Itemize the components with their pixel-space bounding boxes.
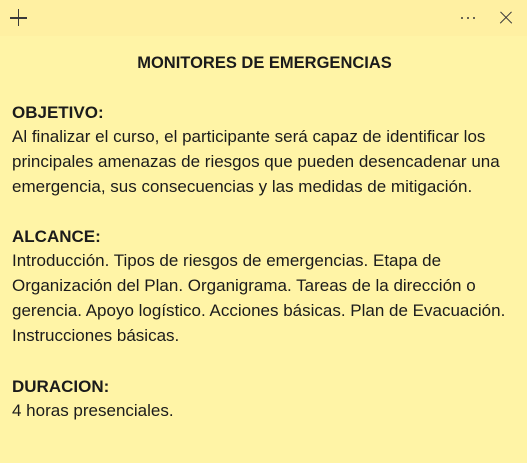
section-heading: DURACION: [12, 376, 110, 396]
section-duracion [12, 375, 517, 424]
section-heading: OBJETIVO: [12, 103, 104, 122]
add-note-button[interactable] [0, 0, 36, 36]
more-options-button[interactable] [450, 0, 486, 36]
section-body: 4 horas presenciales. [12, 400, 174, 420]
note-title: MONITORES DE EMERGENCIAS [137, 54, 392, 72]
section-heading: ALCANCE: [12, 227, 101, 247]
section-body: Introducción. Tipos de riesgos de emergencias. Etapa de Organización del Plan. Organigrama. Tareas de la dirección o gerencia. Apoyo logístico. Acciones básicas. Plan de Evacuación. Instrucciones básicas. [12, 251, 506, 345]
section-alcance [12, 225, 517, 348]
note-editor[interactable] [12, 36, 517, 456]
section-objetivo [12, 101, 517, 199]
title-bar [0, 0, 527, 36]
close-button[interactable] [488, 0, 524, 36]
section-body: Al finalizar el curso, el participante será capaz de identificar los principales amenazas de riesgos que pueden desencadenar una emergencia, sus consecuencias y las medidas de mitigación. [12, 127, 500, 196]
